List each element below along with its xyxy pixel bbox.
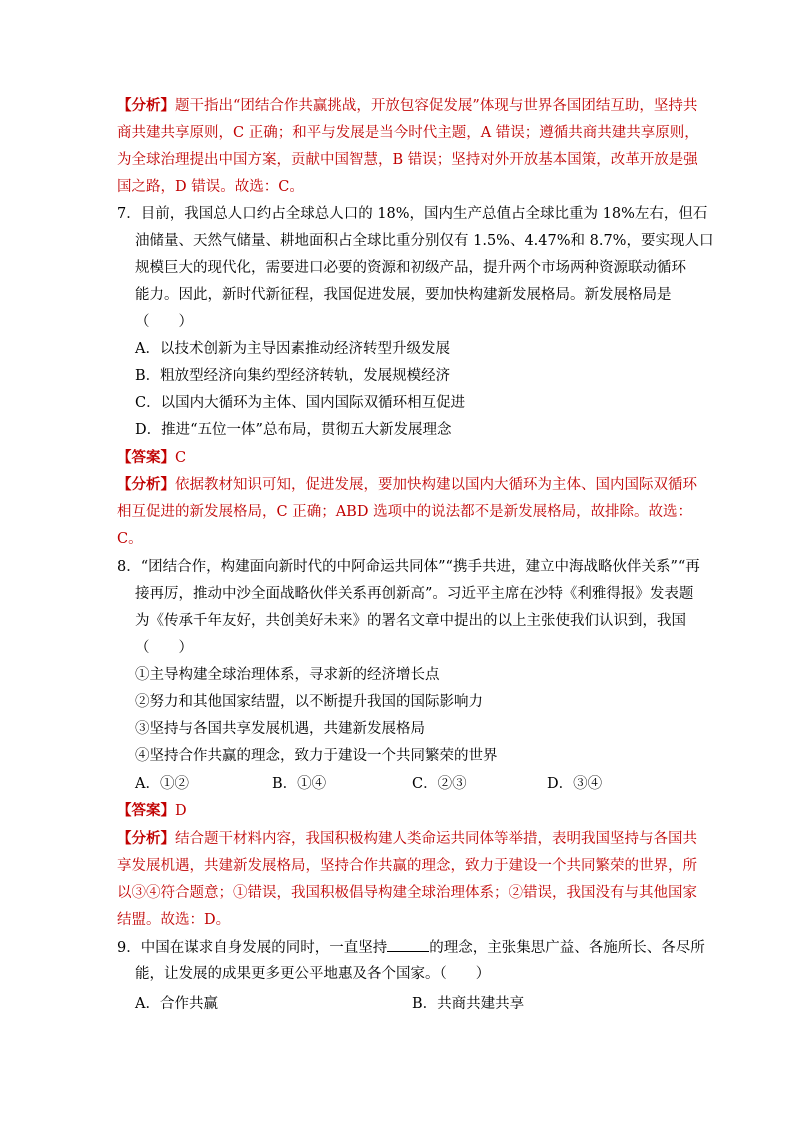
q8-stem-line-3: 为《传承千年友好，共创美好未来》的署名文章中提出的以上主张使我们认识到，我国 — [135, 613, 686, 629]
section-tag: 【答案】 — [117, 449, 175, 466]
q6-analysis-line-2: 商共建共享原则，C 正确；和平与发展是当今时代主题，A 错误；遵循共商共建共享原则， — [117, 125, 699, 141]
q8-answer — [117, 801, 187, 821]
q8-option-c: C．②③ — [412, 776, 467, 792]
q7-stem-line-5: （ ） — [135, 314, 193, 330]
q9-stem-line-1 — [117, 937, 705, 958]
q7-analysis-line-1 — [117, 475, 697, 495]
q7-stem-line-2: 油储量、天然气储量、耕地面积占全球比重分别仅有 1.5%、4.47%和 8.7%，要实现人口 — [135, 233, 714, 249]
q7-option-b: B．粗放型经济向集约型经济转轨，发展规模经济 — [135, 368, 451, 384]
q8-analysis-line-3: 以③④符合题意；①错误，我国积极倡导构建全球治理体系；②错误，我国没有与其他国家 — [117, 885, 697, 901]
q8-option-a: A．①② — [135, 776, 189, 792]
section-text: 题干指出“团结合作共赢挑战，开放包容促发展”体现与世界各国团结互助，坚持共 — [175, 98, 698, 114]
q8-statement-2: ②努力和其他国家结盟，以不断提升我国的国际影响力 — [135, 694, 483, 710]
section-tag: 【分析】 — [117, 97, 175, 114]
q8-statement-3: ③坚持与各国共享发展机遇，共建新发展格局 — [135, 721, 425, 737]
q7-option-d: D．推进“五位一体”总布局，贯彻五大新发展理念 — [135, 422, 452, 438]
q7-option-a: A．以技术创新为主导因素推动经济转型升级发展 — [135, 341, 450, 357]
q8-option-d: D．③④ — [547, 776, 603, 792]
q7-option-c: C．以国内大循环为主体、国内国际双循环相互促进 — [135, 395, 466, 411]
q9-stem-before-blank: 9．中国在谋求自身发展的同时，一直坚持 — [117, 940, 388, 956]
q8-statement-4: ④坚持合作共赢的理念，致力于建设一个共同繁荣的世界 — [135, 748, 498, 764]
q8-statement-1: ①主导构建全球治理体系，寻求新的经济增长点 — [135, 667, 440, 683]
q9-stem-after-blank: 的理念，主张集思广益、各施所长、各尽所 — [429, 940, 705, 956]
q9-stem-line-2: 能，让发展的成果更多更公平地惠及各个国家。（ ） — [135, 966, 491, 982]
q7-stem-line-1: 7．目前，我国总人口约占全球总人口的 18%，国内生产总值占全球比重为 18%左右，但石 — [117, 206, 708, 222]
q6-analysis-line-3: 为全球治理提出中国方案，贡献中国智慧，B 错误；坚持对外开放基本国策，改革开放是强 — [117, 152, 698, 168]
q8-stem-line-1: 8．“团结合作，构建面向新时代的中阿命运共同体”“携手共进，建立中海战略伙伴关系”“再 — [117, 559, 700, 575]
q7-answer — [117, 448, 186, 468]
section-tag: 【分析】 — [117, 830, 175, 847]
q6-analysis-line-4: 国之路，D 错误。故选：C。 — [117, 179, 304, 195]
q8-stem-line-4: （ ） — [135, 640, 193, 656]
section-text: 结合题干材料内容，我国积极构建人类命运共同体等举措，表明我国坚持与各国共 — [175, 831, 697, 847]
q9-option-a: A．合作共赢 — [135, 996, 218, 1012]
q8-option-b: B．①④ — [272, 776, 327, 792]
q9-fill-blank — [387, 937, 429, 952]
section-text: 依据教材知识可知，促进发展，要加快构建以国内大循环为主体、国内国际双循环 — [175, 477, 697, 493]
q6-analysis-line-1 — [117, 96, 697, 116]
q7-stem-line-3: 规模巨大的现代化，需要进口必要的资源和初级产品，提升两个市场两种资源联动循环 — [135, 260, 686, 276]
q8-analysis-line-2: 享发展机遇，共建新发展格局，坚持合作共赢的理念，致力于建设一个共同繁荣的世界，所 — [117, 858, 697, 874]
section-tag: 【答案】 — [117, 802, 175, 819]
q8-analysis-line-1 — [117, 829, 697, 849]
section-text: D — [175, 803, 187, 819]
q7-analysis-line-2: 相互促进的新发展格局，C 正确；ABD 选项中的说法都不是新发展格局，故排除。故选： — [117, 504, 693, 520]
q8-stem-line-2: 接再厉，推动中沙全面战略伙伴关系再创新高”。习近平主席在沙特《利雅得报》发表题 — [135, 586, 694, 602]
q8-analysis-line-4: 结盟。故选：D。 — [117, 912, 231, 928]
q7-analysis-line-3: C。 — [117, 531, 143, 547]
q9-option-b: B．共商共建共享 — [412, 996, 525, 1012]
q7-stem-line-4: 能力。因此，新时代新征程，我国促进发展，要加快构建新发展格局。新发展格局是 — [135, 287, 672, 303]
section-text: C — [175, 450, 187, 466]
section-tag: 【分析】 — [117, 476, 175, 493]
